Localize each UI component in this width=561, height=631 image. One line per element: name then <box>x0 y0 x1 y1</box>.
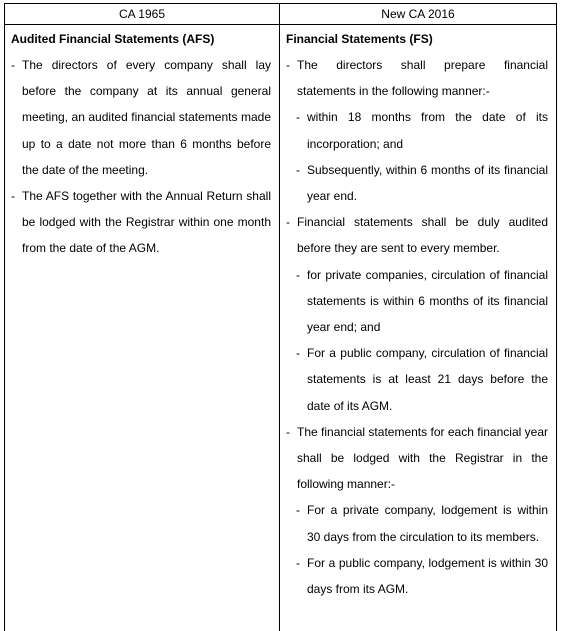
list-item <box>286 52 548 104</box>
ca1965-cell <box>5 25 280 631</box>
bullet-dash: - <box>11 189 15 204</box>
bullet-dash: - <box>286 58 290 72</box>
ca2016-cell <box>280 25 557 631</box>
list-item-text: Subsequently, within 6 months of its financial year end. <box>307 162 548 204</box>
ca1965-list <box>11 52 271 262</box>
list-item-text: The directors of every company shall lay before the company at its annual general meeting, an audited financial statements made up to a date not more than 6 months before the date of the meeting. <box>22 58 271 177</box>
ca2016-heading: Financial Statements (FS) <box>286 32 433 46</box>
list-item-text: The AFS together with the Annual Return shall be lodged with the Registrar within one month from the date of the AGM. <box>22 189 271 256</box>
bullet-dash: - <box>296 555 300 570</box>
list-item-text: Financial statements shall be duly audited before they are sent to every member. <box>297 215 548 256</box>
sub-list-item <box>296 262 548 341</box>
sub-list-item <box>296 157 548 209</box>
bullet-dash: - <box>296 346 300 361</box>
list-item-text: For a public company, circulation of financial statements is at least 21 days before the date of its AGM. <box>307 346 548 413</box>
comparison-table <box>4 3 557 631</box>
list-item-text: for private companies, circulation of financial statements is within 6 months of its financial year end; and <box>307 267 548 335</box>
list-item <box>11 52 271 183</box>
ca2016-list <box>286 52 548 602</box>
sub-list-item <box>296 497 548 549</box>
bullet-dash: - <box>296 503 300 518</box>
column-header-ca2016: New CA 2016 <box>280 4 557 25</box>
list-item-text: For a public company, lodgement is within 30 days from its AGM. <box>307 555 548 597</box>
column-header-ca1965: CA 1965 <box>5 4 280 25</box>
bullet-dash: - <box>286 424 290 439</box>
sub-list-item <box>296 104 548 156</box>
header-row <box>5 4 557 25</box>
bullet-dash: - <box>286 215 290 230</box>
bullet-dash: - <box>296 162 300 177</box>
ca1965-heading: Audited Financial Statements (AFS) <box>11 32 215 46</box>
list-item-text: within 18 months from the date of its incorporation; and <box>307 110 548 151</box>
bullet-dash: - <box>11 58 15 72</box>
sub-list-item <box>296 550 548 602</box>
sub-list-item <box>296 340 548 419</box>
list-item-text: The financial statements for each financial year shall be lodged with the Registrar in the following manner:- <box>297 424 548 492</box>
list-item <box>286 209 548 261</box>
bullet-dash: - <box>296 267 300 282</box>
bullet-dash: - <box>296 110 300 125</box>
list-item <box>286 419 548 498</box>
content-row <box>5 25 557 631</box>
list-item-text: For a private company, lodgement is within 30 days from the circulation to its members. <box>307 503 548 544</box>
list-item <box>11 183 271 262</box>
list-item-text: The directors shall prepare financial statements in the following manner:- <box>297 58 548 99</box>
